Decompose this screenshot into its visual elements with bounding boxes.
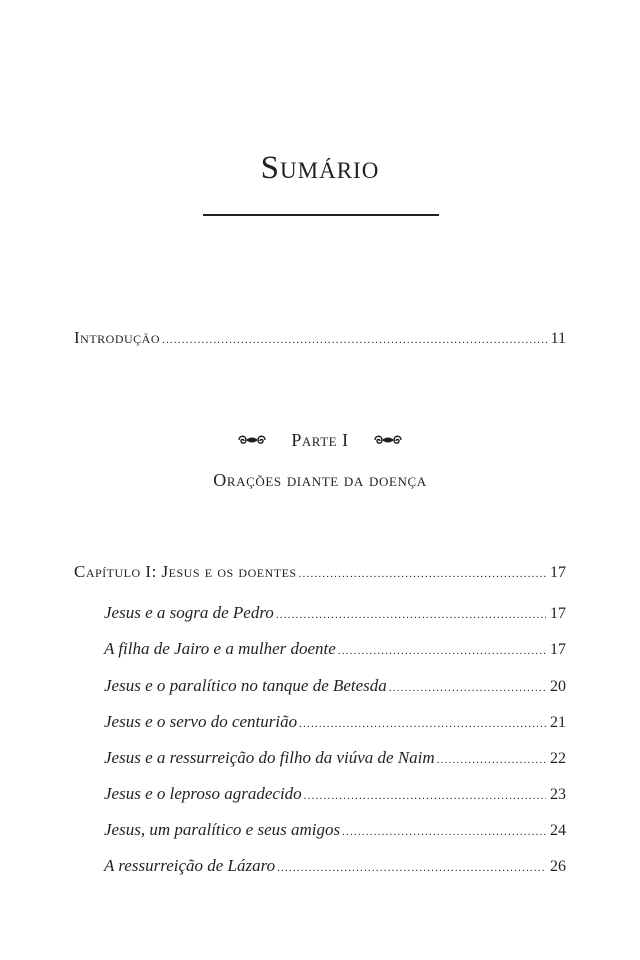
ornament-swirl-left-icon [237, 431, 267, 452]
toc-page-number: 11 [550, 330, 566, 347]
toc-entry-label: Capítulo I: Jesus e os doentes [74, 562, 297, 581]
dot-leader [162, 329, 547, 351]
toc-entry-introduction[interactable] [74, 327, 566, 351]
toc-entry[interactable] [104, 675, 566, 699]
toc-entry-label: Introdução [74, 328, 160, 347]
part-label: Parte I [291, 430, 349, 450]
toc-entry-label: A ressurreição de Lázaro [104, 856, 276, 875]
dot-leader [299, 713, 546, 735]
toc-entry[interactable] [104, 711, 566, 735]
toc-entry[interactable] [104, 638, 566, 662]
toc-entry-label: A filha de Jairo e a mulher doente [104, 639, 336, 658]
title-divider [203, 214, 439, 216]
toc-entry-label: Jesus e a sogra de Pedro [104, 603, 274, 622]
dot-leader [342, 821, 546, 843]
toc-page-number: 26 [550, 858, 566, 875]
toc-entry-label: Jesus e a ressurreição do filho da viúva de Naim [104, 748, 435, 767]
dot-leader [437, 749, 546, 771]
toc-page-number: 21 [550, 714, 566, 731]
dot-leader [299, 563, 546, 585]
toc-entry-label: Jesus, um paralítico e seus amigos [104, 820, 341, 839]
page-title: Sumário [260, 150, 380, 186]
toc-entry-label: Jesus e o paralítico no tanque de Betesda [104, 676, 387, 695]
toc-page-number: 17 [550, 605, 566, 622]
dot-leader [304, 785, 546, 807]
dot-leader [276, 604, 546, 626]
toc-entry[interactable] [104, 819, 566, 843]
ornament-swirl-right-icon [373, 431, 403, 452]
toc-entry[interactable] [104, 602, 566, 626]
toc-entry-label: Jesus e o servo do centurião [104, 712, 298, 731]
toc-page-number: 22 [550, 750, 566, 767]
toc-entry[interactable] [104, 855, 566, 879]
toc-page-number: 17 [550, 641, 566, 658]
toc-entry-label: Jesus e o leproso agradecido [104, 784, 302, 803]
dot-leader [389, 677, 546, 699]
toc-entry[interactable] [104, 783, 566, 807]
toc-page-number: 23 [550, 786, 566, 803]
toc-page-number: 24 [550, 822, 566, 839]
dot-leader [338, 640, 546, 662]
part-heading [0, 430, 640, 452]
part-subtitle: Orações diante da doença [213, 470, 427, 490]
toc-page-number: 20 [550, 678, 566, 695]
toc-entry-chapter-1[interactable] [74, 561, 566, 585]
toc-page-number: 17 [550, 564, 566, 581]
dot-leader [277, 857, 546, 879]
toc-entry[interactable] [104, 747, 566, 771]
